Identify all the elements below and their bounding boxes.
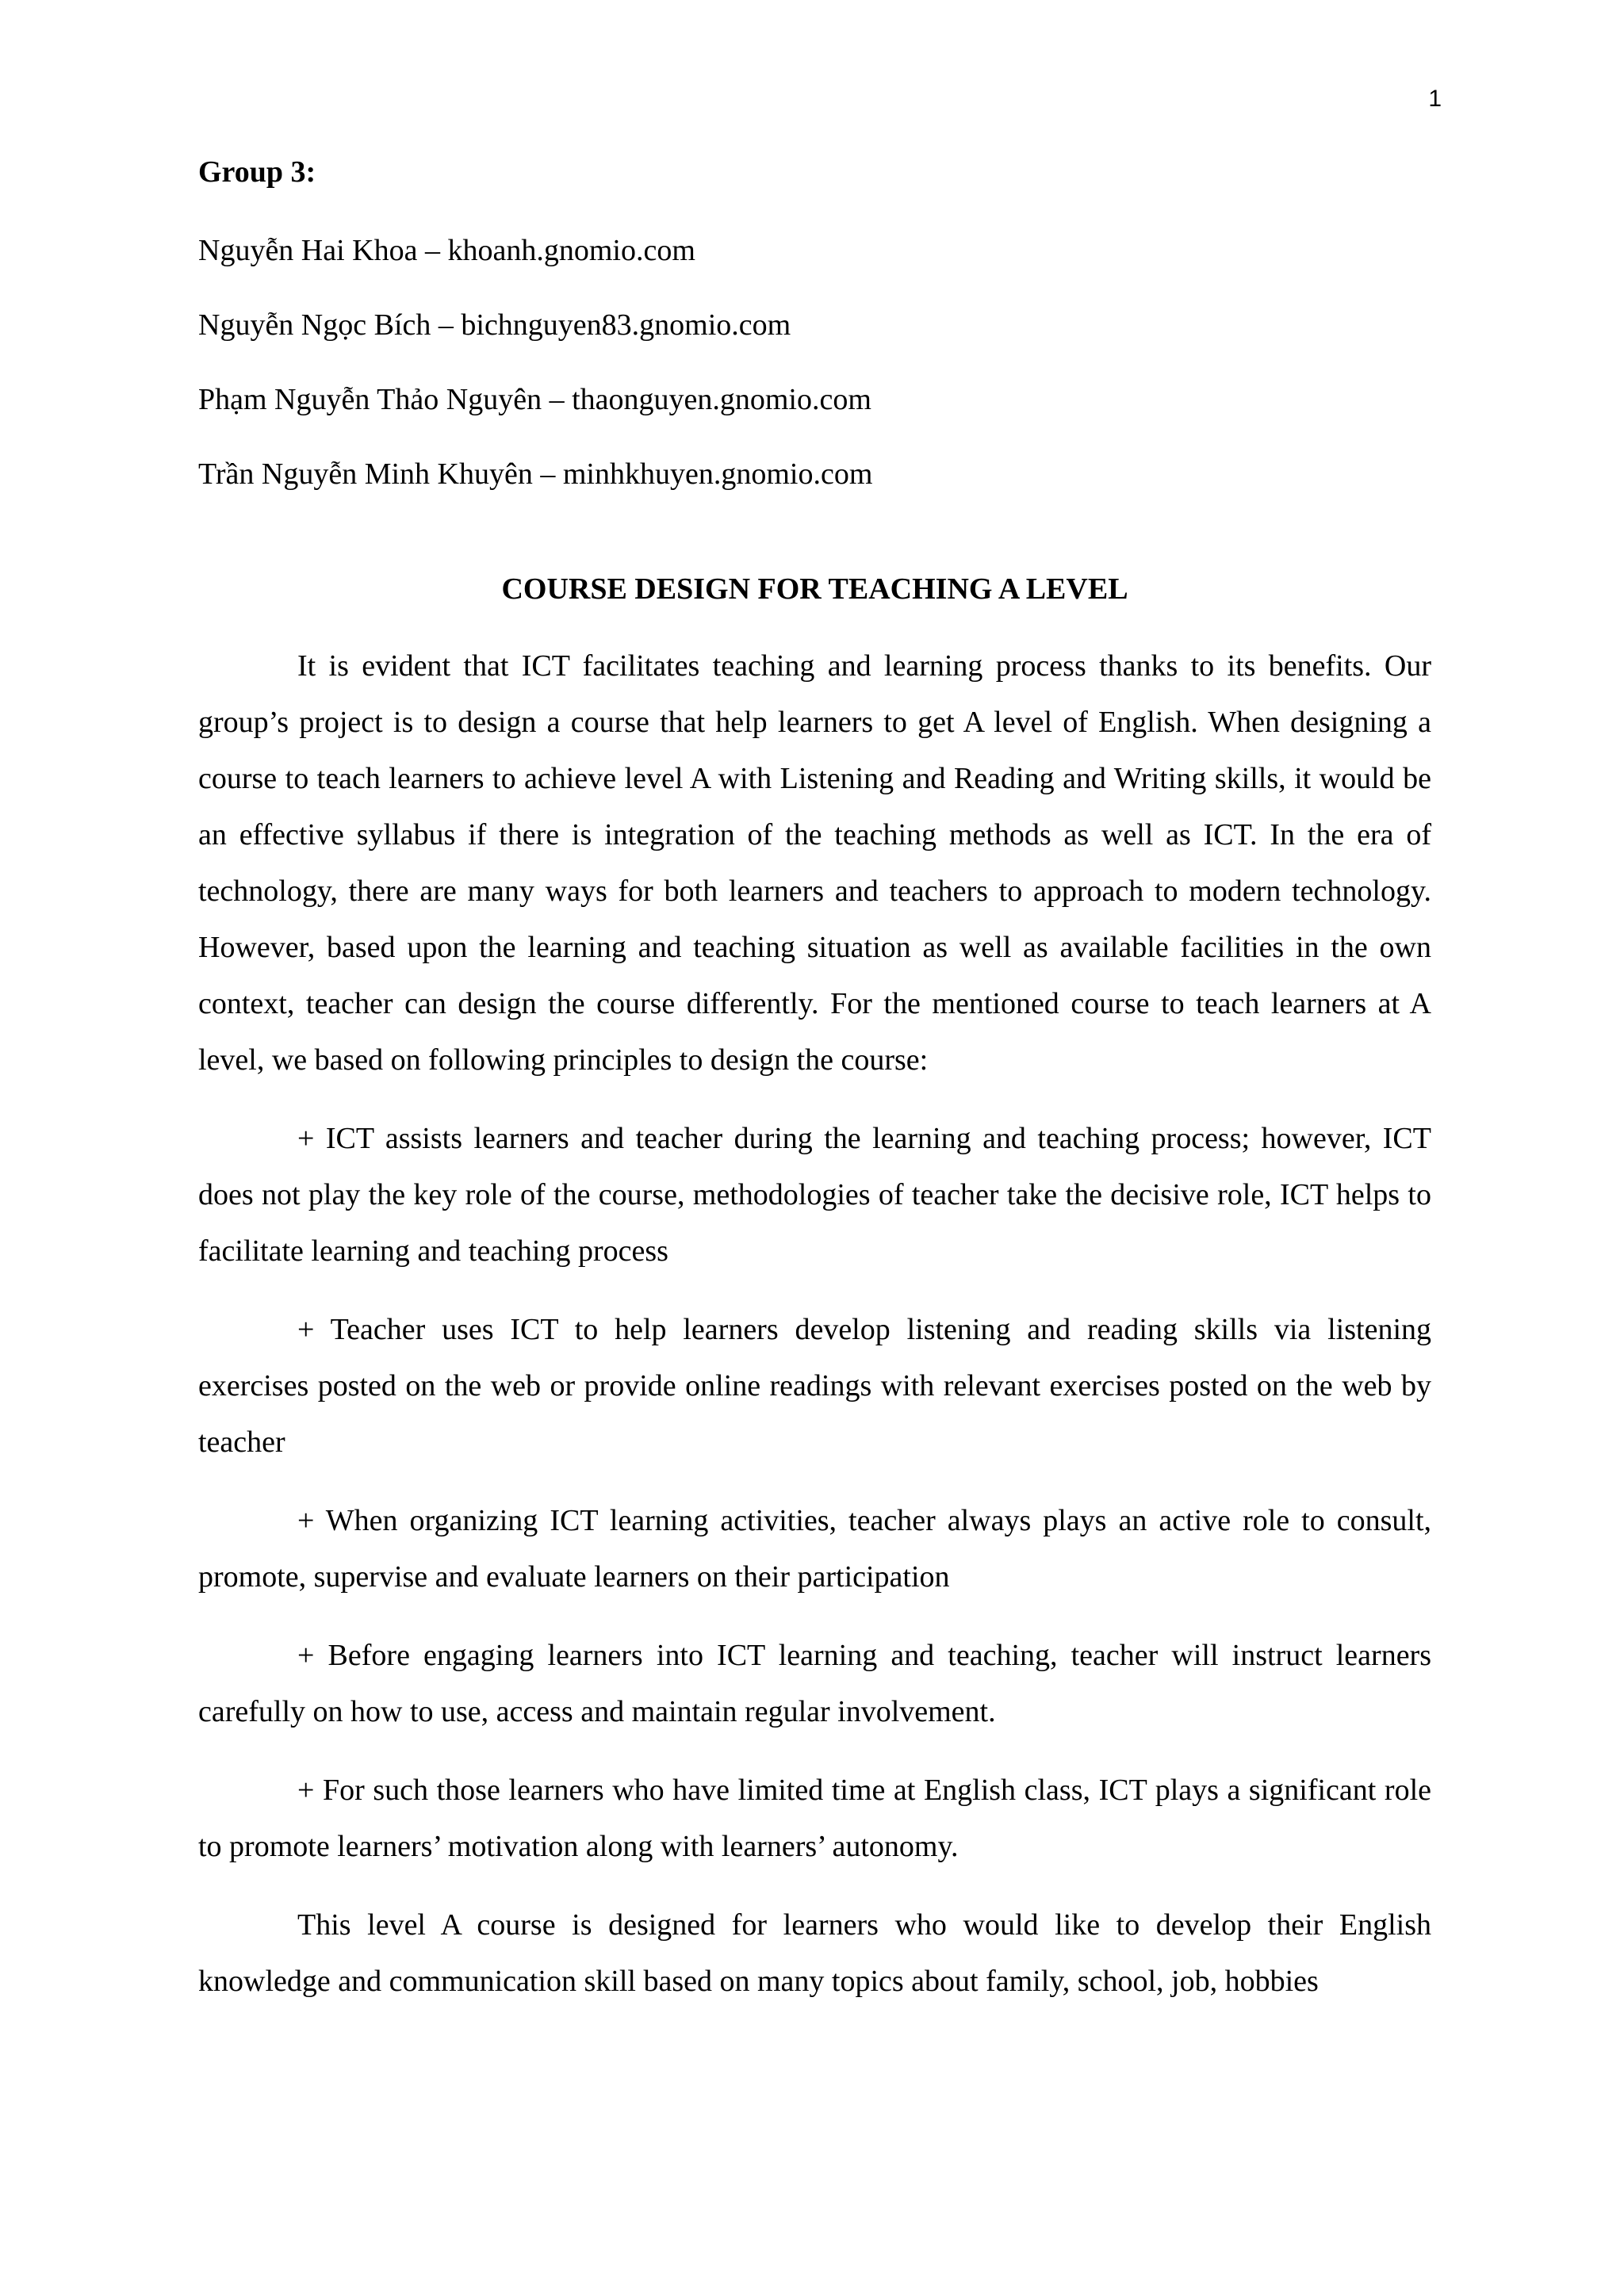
member-1: Nguyễn Hai Khoa – khoanh.gnomio.com: [198, 234, 695, 267]
paragraph-principle-2: + Teacher uses ICT to help learners develop listening and reading skills via listening exercises posted on the web or provide online readings with relevant exercises posted on the web by teacher: [198, 1313, 1431, 1459]
member-3: Phạm Nguyễn Thảo Nguyên – thaonguyen.gnomio.com: [198, 383, 871, 416]
document-body: [198, 155, 1431, 2032]
paragraph-principle-4: + Before engaging learners into ICT learning and teaching, teacher will instruct learners carefully on how to use, access and maintain regular involvement.: [198, 1639, 1431, 1728]
member-2: Nguyễn Ngọc Bích – bichnguyen83.gnomio.com: [198, 308, 791, 342]
page-number: 1: [1428, 86, 1442, 112]
paragraph-principle-1: + ICT assists learners and teacher during the learning and teaching process; however, ICT does not play the key role of the course, methodologies of teacher take the decisive role, ICT helps to facilitate learning and teaching process: [198, 1122, 1431, 1268]
paragraph-course-description: This level A course is designed for learners who would like to develop their English knowledge and communication skill based on many topics about family, school, job, hobbies: [198, 1908, 1431, 1998]
group-title: Group 3:: [198, 155, 316, 189]
paragraph-intro: It is evident that ICT facilitates teaching and learning process thanks to its benefits. Our group’s project is to design a course that help learners to get A level of English. When designing a course to teach learners to achieve level A with Listening and Reading and Writing skills, it would be an effective syllabus if there is integration of the teaching methods as well as ICT. In the era of technology, there are many ways for both learners and teachers to approach to modern technology. However, based upon the learning and teaching situation as well as available facilities in the own context, teacher can design the course differently. For the mentioned course to teach learners at A level, we based on following principles to design the course:: [198, 649, 1431, 1077]
paragraph-principle-5: + For such those learners who have limited time at English class, ICT plays a significant role to promote learners’ motivation along with learners’ autonomy.: [198, 1774, 1431, 1863]
document-heading: COURSE DESIGN FOR TEACHING A LEVEL: [501, 572, 1128, 606]
paragraph-principle-3: + When organizing ICT learning activities, teacher always plays an active role to consult, promote, supervise and evaluate learners on their participation: [198, 1504, 1431, 1594]
member-4: Trần Nguyễn Minh Khuyên – minhkhuyen.gnomio.com: [198, 457, 873, 491]
